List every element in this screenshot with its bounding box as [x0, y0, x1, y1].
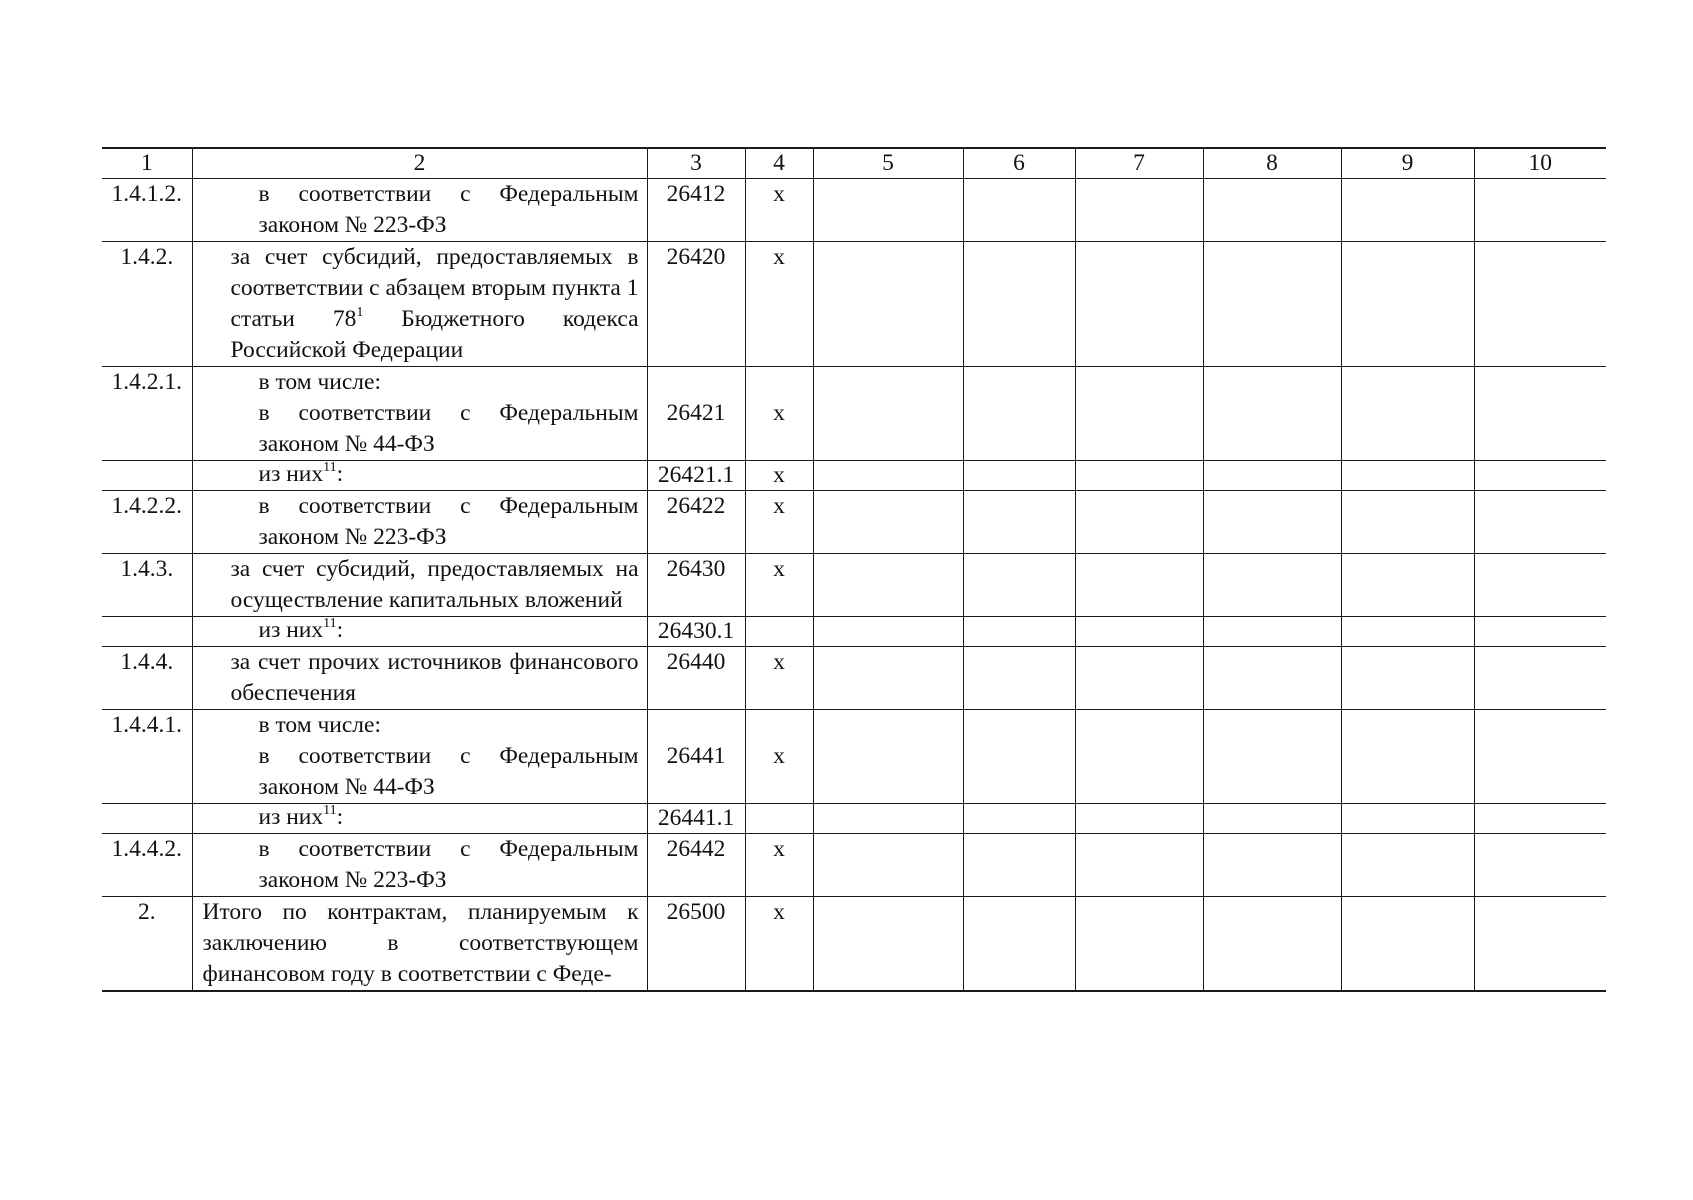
- row-number-cell: 1.4.4.: [102, 647, 192, 710]
- description-text: [259, 804, 639, 830]
- table-row: [102, 461, 1606, 491]
- empty-value-cell: [1203, 367, 1341, 461]
- row-description-cell: [192, 834, 647, 897]
- row-description-cell: [192, 367, 647, 461]
- empty-value-cell: [1075, 897, 1203, 992]
- empty-value-cell: [1341, 897, 1474, 992]
- row-code-cell: 26441.1: [647, 804, 745, 834]
- description-tail: :: [336, 617, 344, 643]
- table-row: [102, 179, 1606, 242]
- empty-value-cell: [813, 461, 963, 491]
- empty-value-cell: [1203, 897, 1341, 992]
- empty-value-cell: [813, 804, 963, 834]
- row-x-cell: x: [745, 554, 813, 617]
- empty-value-cell: [1075, 617, 1203, 647]
- empty-value-cell: [1075, 367, 1203, 461]
- empty-value-cell: [1203, 461, 1341, 491]
- empty-value-cell: [1341, 554, 1474, 617]
- empty-value-cell: [963, 179, 1075, 242]
- empty-value-cell: [1203, 710, 1341, 804]
- header-row: [102, 148, 1606, 179]
- empty-value-cell: [813, 647, 963, 710]
- description-line: из них: [258, 461, 324, 487]
- header-cell: 8: [1203, 148, 1341, 179]
- table-row: [102, 617, 1606, 647]
- empty-value-cell: [1474, 179, 1606, 242]
- footnote-mark: 1: [356, 305, 364, 320]
- table-row: [102, 834, 1606, 897]
- empty-value-cell: [1341, 647, 1474, 710]
- empty-value-cell: [813, 897, 963, 992]
- empty-value-cell: [1075, 461, 1203, 491]
- empty-value-cell: [1341, 710, 1474, 804]
- description-text: [259, 617, 639, 643]
- table-row: [102, 242, 1606, 367]
- row-x-cell: x: [745, 179, 813, 242]
- description-line: в том числе:: [258, 369, 381, 395]
- empty-value-cell: [1341, 367, 1474, 461]
- empty-value-cell: [813, 710, 963, 804]
- row-code-cell: 26420: [647, 242, 745, 367]
- empty-value-cell: [813, 554, 963, 617]
- row-description-cell: [192, 242, 647, 367]
- empty-value-cell: [1203, 804, 1341, 834]
- empty-value-cell: [813, 242, 963, 367]
- row-description-cell: [192, 647, 647, 710]
- empty-value-cell: [1075, 804, 1203, 834]
- header-cell: 3: [647, 148, 745, 179]
- row-number-cell: 1.4.2.1.: [102, 367, 192, 461]
- description-line: за счет субсидий, предоставляемых в соответствии с абзацем вторым пункта 1 статьи 78: [230, 244, 639, 332]
- empty-value-cell: [1474, 491, 1606, 554]
- empty-value-cell: [1474, 897, 1606, 992]
- description-text: [259, 834, 639, 896]
- table-row: [102, 367, 1606, 461]
- row-number-cell: 1.4.4.2.: [102, 834, 192, 897]
- row-code-cell: 26421.1: [647, 461, 745, 491]
- empty-value-cell: [963, 554, 1075, 617]
- empty-value-cell: [813, 179, 963, 242]
- empty-value-cell: [963, 710, 1075, 804]
- description-line: за счет прочих источников финансового обеспечения: [230, 649, 639, 706]
- row-x-cell: x: [745, 710, 813, 804]
- row-code-cell: 26500: [647, 897, 745, 992]
- table-row: [102, 804, 1606, 834]
- row-description-cell: [192, 804, 647, 834]
- row-x-cell: x: [745, 242, 813, 367]
- footnote-mark: 11: [323, 460, 337, 475]
- description-text: [259, 367, 639, 398]
- empty-value-cell: [1203, 491, 1341, 554]
- row-x-cell: x: [745, 491, 813, 554]
- empty-value-cell: [1474, 617, 1606, 647]
- empty-value-cell: [1203, 179, 1341, 242]
- row-x-cell: x: [745, 367, 813, 461]
- empty-value-cell: [1341, 461, 1474, 491]
- row-code-cell: 26441: [647, 710, 745, 804]
- row-x-cell: x: [745, 897, 813, 992]
- empty-value-cell: [1203, 554, 1341, 617]
- empty-value-cell: [1474, 367, 1606, 461]
- row-description-cell: [192, 179, 647, 242]
- empty-value-cell: [1341, 179, 1474, 242]
- empty-value-cell: [1075, 647, 1203, 710]
- empty-value-cell: [1341, 491, 1474, 554]
- row-number-cell: 1.4.1.2.: [102, 179, 192, 242]
- row-description-cell: [192, 710, 647, 804]
- description-line: в соответствии с Федеральным законом № 223-ФЗ: [258, 836, 639, 893]
- table-row: [102, 647, 1606, 710]
- row-description-cell: [192, 554, 647, 617]
- description-line: в соответствии с Федеральным законом № 44-ФЗ: [258, 400, 639, 457]
- table-row: [102, 710, 1606, 804]
- description-text: [259, 710, 639, 741]
- empty-value-cell: [1075, 554, 1203, 617]
- description-text: [231, 554, 639, 616]
- table-body: [102, 179, 1606, 992]
- description-line: из них: [258, 804, 324, 830]
- header-cell: 5: [813, 148, 963, 179]
- description-text: [259, 741, 639, 803]
- description-text: [259, 398, 639, 460]
- row-x-cell: [745, 617, 813, 647]
- row-code-cell: 26442: [647, 834, 745, 897]
- header-cell: 4: [745, 148, 813, 179]
- header-cell: 2: [192, 148, 647, 179]
- empty-value-cell: [963, 617, 1075, 647]
- row-number-cell: 2.: [102, 897, 192, 992]
- empty-value-cell: [963, 834, 1075, 897]
- empty-value-cell: [1474, 710, 1606, 804]
- header-cell: 6: [963, 148, 1075, 179]
- header-cell: 1: [102, 148, 192, 179]
- empty-value-cell: [963, 491, 1075, 554]
- row-x-cell: [745, 804, 813, 834]
- empty-value-cell: [1474, 834, 1606, 897]
- empty-value-cell: [963, 461, 1075, 491]
- description-line: в соответствии с Федеральным законом № 223-ФЗ: [258, 493, 639, 550]
- empty-value-cell: [963, 647, 1075, 710]
- description-tail: Бюджетного кодекса Российской Федерации: [230, 306, 639, 363]
- header-cell: 7: [1075, 148, 1203, 179]
- row-number-cell: 1.4.4.1.: [102, 710, 192, 804]
- description-text: [231, 242, 639, 366]
- description-line: в том числе:: [258, 712, 381, 738]
- empty-value-cell: [1075, 710, 1203, 804]
- footnote-mark: 11: [323, 616, 337, 631]
- empty-value-cell: [1474, 554, 1606, 617]
- row-number-cell: [102, 804, 192, 834]
- description-line: Итого по контрактам, планируемым к заключению в соответствующем финансовом году в соответствии с Феде-: [202, 899, 639, 987]
- description-line: из них: [258, 617, 324, 643]
- row-description-cell: [192, 491, 647, 554]
- description-line: в соответствии с Федеральным законом № 44-ФЗ: [258, 743, 639, 800]
- empty-value-cell: [1474, 804, 1606, 834]
- row-number-cell: 1.4.2.: [102, 242, 192, 367]
- table-row: [102, 491, 1606, 554]
- footnote-mark: 11: [323, 803, 337, 818]
- empty-value-cell: [1075, 179, 1203, 242]
- description-line: за счет субсидий, предоставляемых на осуществление капитальных вложений: [230, 556, 639, 613]
- empty-value-cell: [1075, 242, 1203, 367]
- row-x-cell: x: [745, 647, 813, 710]
- empty-value-cell: [1474, 647, 1606, 710]
- empty-value-cell: [1203, 834, 1341, 897]
- row-description-cell: [192, 461, 647, 491]
- header-cell: 10: [1474, 148, 1606, 179]
- empty-value-cell: [963, 367, 1075, 461]
- description-text: [259, 491, 639, 553]
- empty-value-cell: [1341, 617, 1474, 647]
- empty-value-cell: [963, 804, 1075, 834]
- row-number-cell: 1.4.2.2.: [102, 491, 192, 554]
- row-number-cell: [102, 617, 192, 647]
- empty-value-cell: [1341, 242, 1474, 367]
- row-code-cell: 26421: [647, 367, 745, 461]
- empty-value-cell: [1474, 242, 1606, 367]
- empty-value-cell: [813, 834, 963, 897]
- empty-value-cell: [813, 617, 963, 647]
- row-code-cell: 26430.1: [647, 617, 745, 647]
- row-description-cell: [192, 897, 647, 992]
- empty-value-cell: [813, 367, 963, 461]
- report-table: [102, 147, 1606, 992]
- row-code-cell: 26430: [647, 554, 745, 617]
- empty-value-cell: [1341, 804, 1474, 834]
- row-number-cell: 1.4.3.: [102, 554, 192, 617]
- description-text: [259, 179, 639, 241]
- row-code-cell: 26440: [647, 647, 745, 710]
- empty-value-cell: [963, 897, 1075, 992]
- row-x-cell: x: [745, 461, 813, 491]
- description-text: [231, 647, 639, 709]
- header-cell: 9: [1341, 148, 1474, 179]
- description-tail: :: [336, 804, 344, 830]
- row-description-cell: [192, 617, 647, 647]
- table-row: [102, 554, 1606, 617]
- empty-value-cell: [1203, 647, 1341, 710]
- description-text: [203, 897, 639, 990]
- empty-value-cell: [1474, 461, 1606, 491]
- row-x-cell: x: [745, 834, 813, 897]
- description-tail: :: [336, 461, 344, 487]
- empty-value-cell: [813, 491, 963, 554]
- row-code-cell: 26422: [647, 491, 745, 554]
- empty-value-cell: [963, 242, 1075, 367]
- empty-value-cell: [1075, 491, 1203, 554]
- description-text: [259, 461, 639, 487]
- empty-value-cell: [1341, 834, 1474, 897]
- description-line: в соответствии с Федеральным законом № 223-ФЗ: [258, 181, 639, 238]
- empty-value-cell: [1203, 242, 1341, 367]
- table-row: [102, 897, 1606, 992]
- row-number-cell: [102, 461, 192, 491]
- empty-value-cell: [1075, 834, 1203, 897]
- row-code-cell: 26412: [647, 179, 745, 242]
- empty-value-cell: [1203, 617, 1341, 647]
